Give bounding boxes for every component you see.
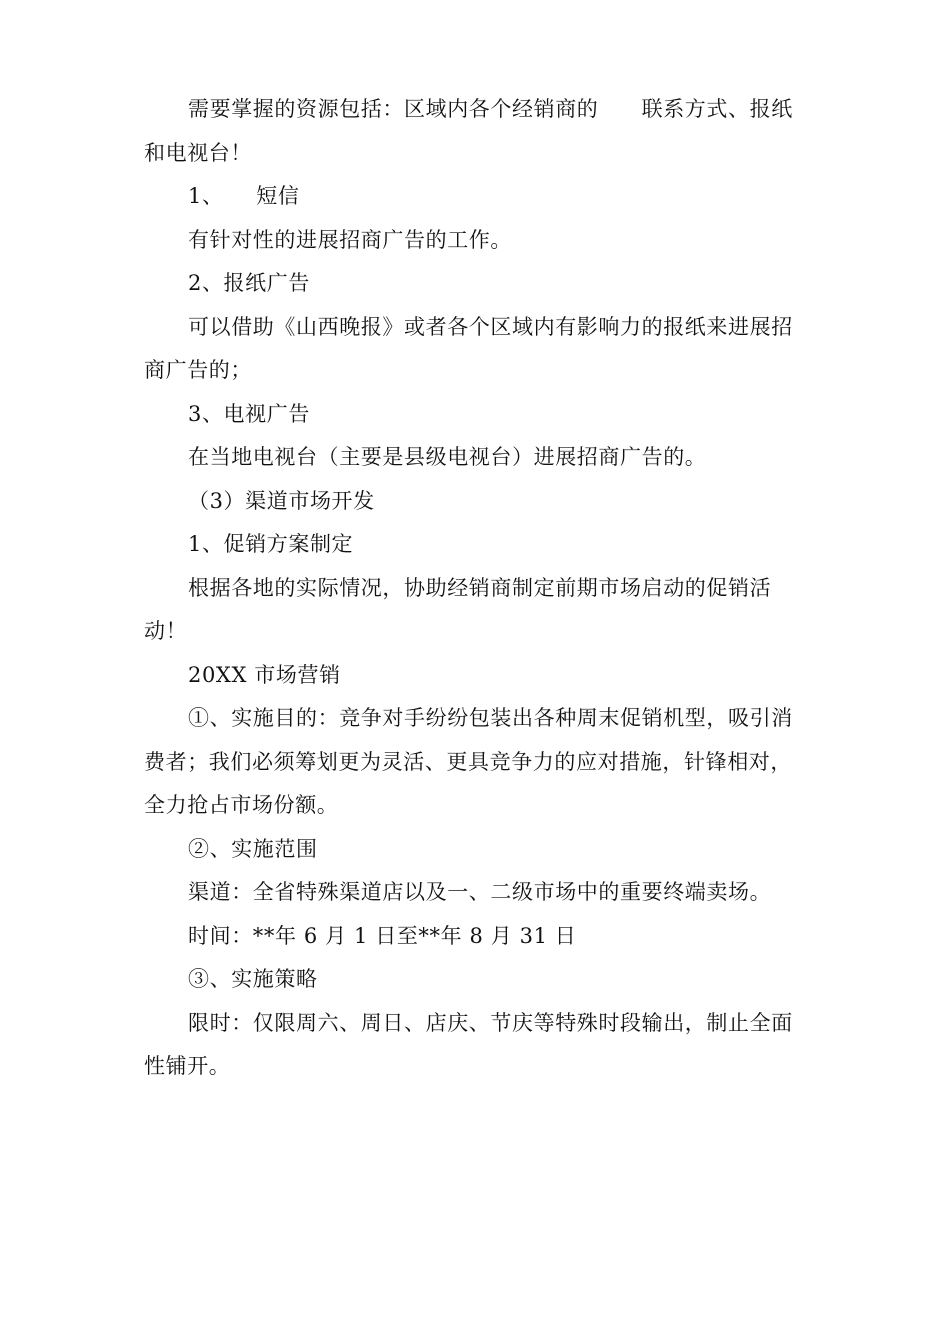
- paragraph-sms-heading: 1、 短信: [188, 184, 300, 208]
- paragraph-resources: 需要掌握的资源包括：区域内各个经销商的 联系方式、报纸和电视台！: [144, 97, 793, 165]
- paragraph-marketing-title: 20XX 市场营销: [188, 662, 341, 687]
- paragraph-tv-body: 在当地电视台（主要是县级电视台）进展招商广告的。: [188, 445, 707, 469]
- paragraph-promotion-body: 根据各地的实际情况，协助经销商制定前期市场启动的促销活动！: [144, 575, 772, 643]
- paragraph-channel-heading: （3）渠道市场开发: [188, 488, 375, 513]
- paragraph-tv-heading: 3、电视广告: [188, 401, 310, 426]
- paragraph-purpose: ①、实施目的：竞争对手纷纷包装出各种周末促销机型，吸引消费者；我们必须筹划更为灵活、更具竞争力的应对措施，针锋相对，全力抢占市场份额。: [144, 706, 793, 817]
- document-body: [144, 88, 812, 1089]
- paragraph-strategy-body: 限时：仅限周六、周日、店庆、节庆等特殊时段输出，制止全面性铺开。: [144, 1010, 793, 1078]
- paragraph-promotion-heading: 1、促销方案制定: [188, 532, 354, 556]
- paragraph-scope-channel: 渠道：全省特殊渠道店以及一、二级市场中的重要终端卖场。: [188, 880, 772, 904]
- paragraph-newspaper-body: 可以借助《山西晚报》或者各个区域内有影响力的报纸来进展招商广告的；: [144, 314, 793, 382]
- paragraph-sms-body: 有针对性的进展招商广告的工作。: [188, 227, 512, 252]
- paragraph-newspaper-heading: 2、报纸广告: [188, 271, 310, 295]
- paragraph-scope-time: 时间：**年 6 月 1 日至**年 8 月 31 日: [188, 923, 577, 948]
- paragraph-strategy-heading: ③、实施策略: [188, 967, 318, 991]
- paragraph-scope-heading: ②、实施范围: [188, 836, 318, 861]
